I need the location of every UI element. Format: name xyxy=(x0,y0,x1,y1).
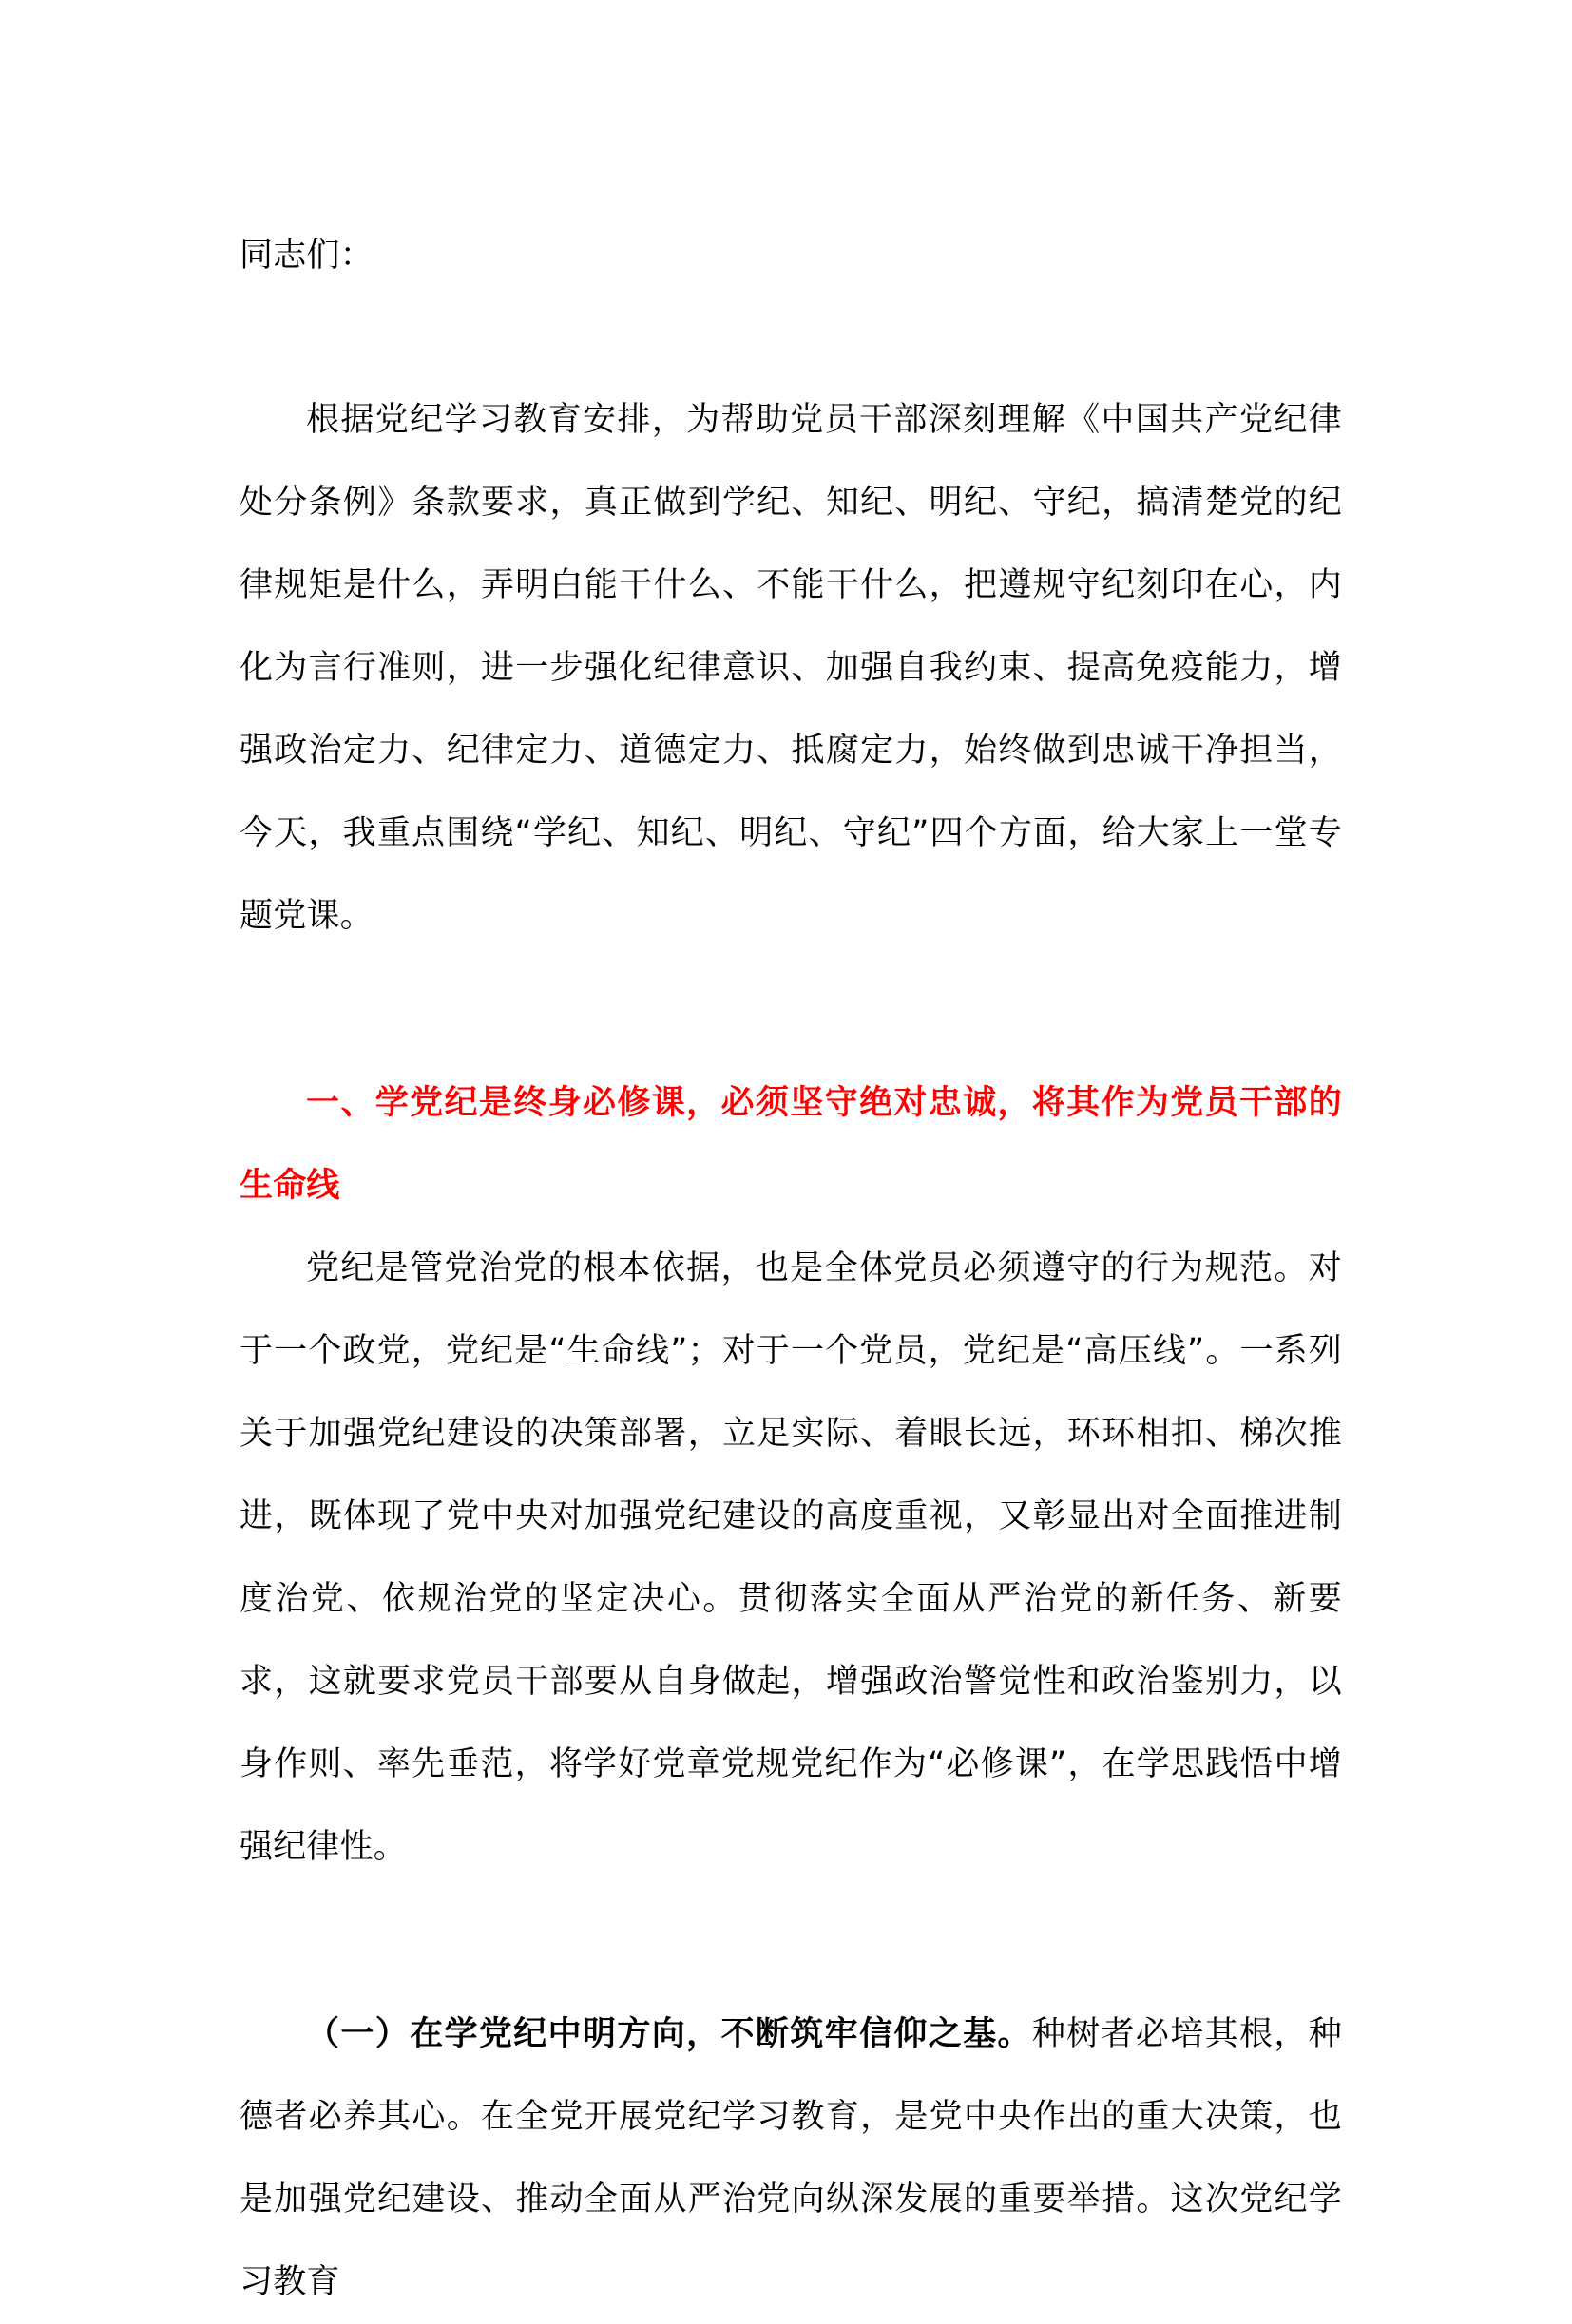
section-heading-1: 一、学党纪是终身必修课，必须坚守绝对忠诚，将其作为党员干部的生命线 xyxy=(240,1084,1342,1205)
salutation: 同志们： xyxy=(240,237,374,275)
document-body xyxy=(240,215,1342,2324)
intro-paragraph: 根据党纪学习教育安排，为帮助党员干部深刻理解《中国共产党纪律处分条例》条款要求，真正做到学纪、知纪、明纪、守纪，搞清楚党的纪律规矩是什么，弄明白能干什么、不能干什么，把遵规守纪刻印在心，内化为言行准则，进一步强化纪律意识、加强自我约束、提高免疫能力，增强政治定力、纪律定力、道德定力、抵腐定力，始终做到忠诚干净担当，今天，我重点围绕“学纪、知纪、明纪、守纪”四个方面，给大家上一堂专题党课。 xyxy=(240,401,1342,935)
section-1-paragraph: 党纪是管党治党的根本依据，也是全体党员必须遵守的行为规范。对于一个政党，党纪是“生命线”；对于一个党员，党纪是“高压线”。一系列关于加强党纪建设的决策部署，立足实际、着眼长远，环环相扣、梯次推进，既体现了党中央对加强党纪建设的高度重视，又彰显出对全面推进制度治党、依规治党的坚定决心。贯彻落实全面从严治党的新任务、新要求，这就要求党员干部要从自身做起，增强政治警觉性和政治鉴别力，以身作则、率先垂范，将学好党章党规党纪作为“必修课”，在学思践悟中增强纪律性。 xyxy=(240,1249,1342,1866)
subsection-1-text: 种树者必培其根，种德者必养其心。在全党开展党纪学习教育，是党中央作出的重大决策，也是加强党纪建设、推动全面从严治党向纵深发展的重要举措。这次党纪学习教育 xyxy=(240,2015,1342,2301)
subsection-1-lead: （一）在学党纪中明方向，不断筑牢信仰之基。 xyxy=(306,2015,1032,2053)
subsection-1-paragraph xyxy=(240,1993,1342,2324)
